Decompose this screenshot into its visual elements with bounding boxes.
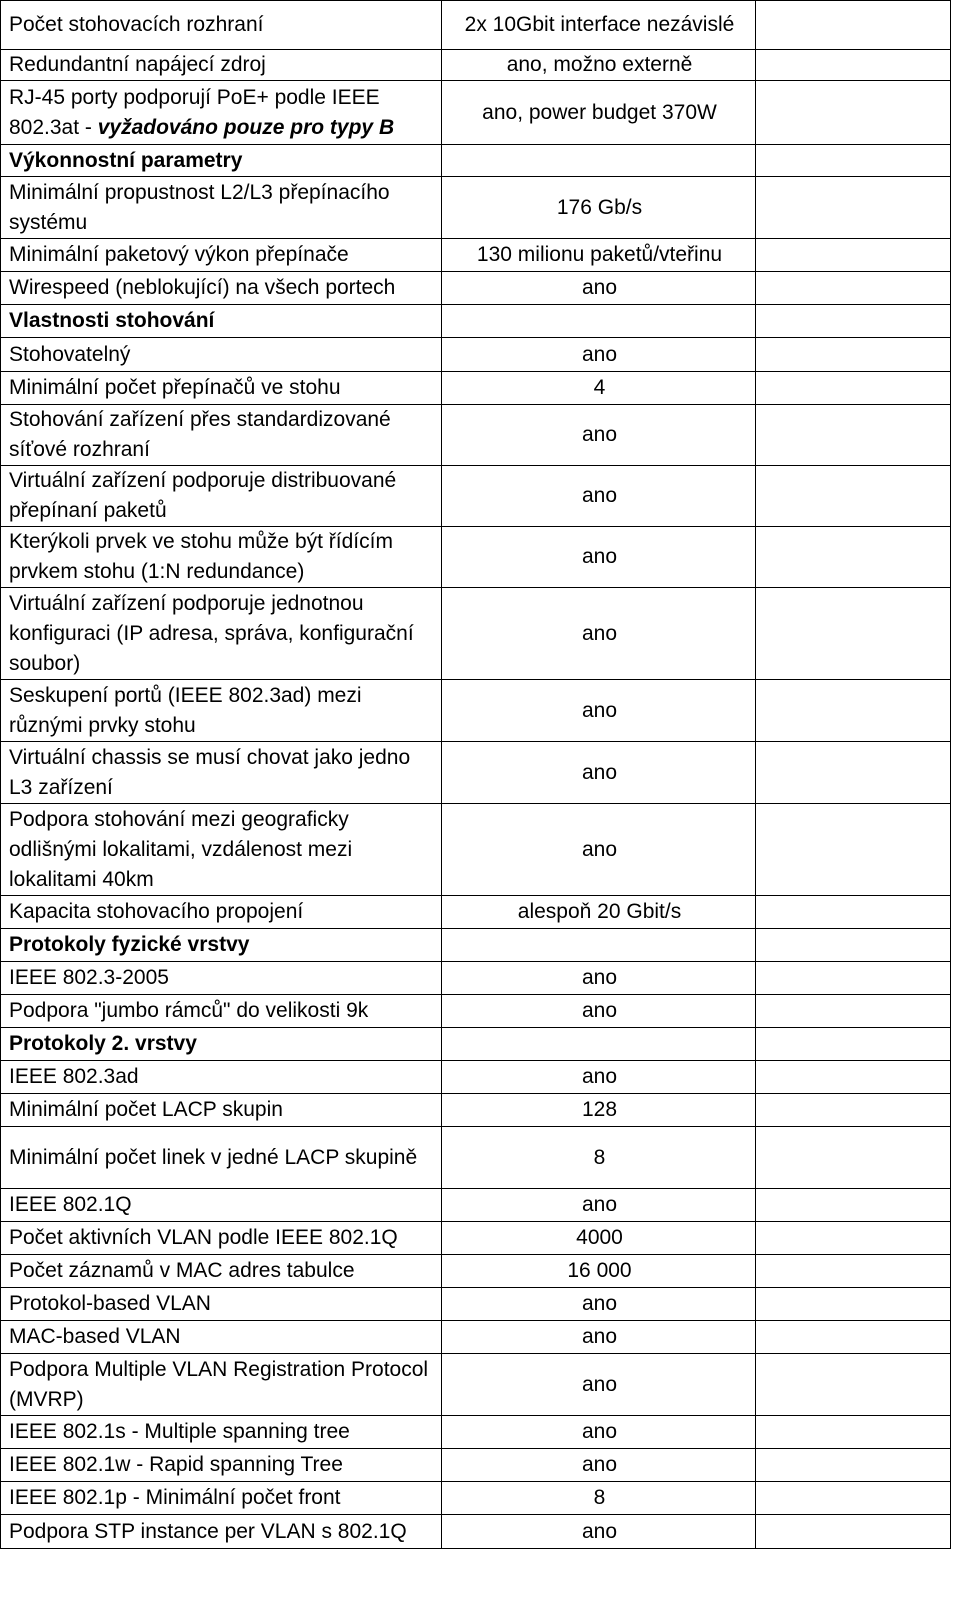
empty-cell <box>756 1255 951 1288</box>
parameter-label: MAC-based VLAN <box>9 1325 181 1348</box>
value-cell <box>442 272 756 305</box>
parameter-label: Podpora STP instance per VLAN s 802.1Q <box>9 1519 407 1543</box>
table-row <box>1 177 951 239</box>
table-row <box>1 1 951 50</box>
section-title <box>1 1028 442 1061</box>
value-label: 4 <box>593 376 606 399</box>
empty-cell <box>756 588 951 680</box>
value-label: 176 Gb/s <box>556 195 643 219</box>
table-row <box>1 962 951 995</box>
parameter-label: Podpora "jumbo rámců" do velikosti 9k <box>9 999 369 1022</box>
parameter-label: Podpora stohování mezi geograficky odlišnými lokalitami, vzdálenost mezi lokalitami 40km <box>9 807 353 891</box>
value-cell <box>442 1354 756 1416</box>
empty-cell <box>756 466 951 527</box>
parameter-cell <box>1 896 442 929</box>
parameter-cell <box>1 1416 442 1449</box>
value-cell <box>442 1028 756 1061</box>
parameter-cell <box>1 1222 442 1255</box>
empty-cell <box>756 742 951 804</box>
table-row <box>1 1127 951 1189</box>
value-cell <box>442 466 756 527</box>
parameter-cell <box>1 1094 442 1127</box>
value-cell <box>442 804 756 896</box>
parameter-label: Minimální počet linek v jedné LACP skupině <box>9 1145 418 1169</box>
table-row <box>1 239 951 272</box>
parameter-cell <box>1 1061 442 1094</box>
parameter-label: Redundantní napájecí zdroj <box>9 53 266 76</box>
value-label: ano <box>581 484 618 507</box>
value-label: ano <box>581 698 618 722</box>
parameter-label: Stohování zařízení přes standardizované síťové rozhraní <box>9 408 391 461</box>
empty-cell <box>756 1449 951 1482</box>
empty-cell <box>756 995 951 1028</box>
value-cell <box>442 1061 756 1094</box>
table-row <box>1 1061 951 1094</box>
parameter-cell <box>1 680 442 742</box>
table-row <box>1 372 951 405</box>
empty-cell <box>756 81 951 145</box>
parameter-label: Kterýkoli prvek ve stohu může být řídícím prvkem stohu (1:N redundance) <box>9 530 393 583</box>
empty-cell <box>756 1094 951 1127</box>
table-row <box>1 1354 951 1416</box>
value-label: alespoň 20 Gbit/s <box>517 900 682 923</box>
parameter-label: Počet aktivních VLAN podle IEEE 802.1Q <box>9 1226 398 1249</box>
parameter-label: Protokoly fyzické vrstvy <box>9 933 250 956</box>
table-row <box>1 1515 951 1549</box>
value-label: 8 <box>593 1486 606 1509</box>
parameter-cell <box>1 1127 442 1189</box>
table-row <box>1 338 951 372</box>
empty-cell <box>756 239 951 272</box>
value-label: ano, možno externě <box>506 53 693 76</box>
value-label: ano <box>581 1325 618 1348</box>
value-cell <box>442 1255 756 1288</box>
parameter-label: Protokol-based VLAN <box>9 1292 211 1315</box>
value-cell <box>442 742 756 804</box>
value-label: ano <box>581 342 618 366</box>
parameter-cell <box>1 1 442 50</box>
parameter-cell <box>1 527 442 588</box>
empty-cell <box>756 177 951 239</box>
value-label: ano <box>581 1193 618 1216</box>
parameter-cell <box>1 1255 442 1288</box>
table-row <box>1 527 951 588</box>
value-cell <box>442 929 756 962</box>
empty-cell <box>756 680 951 742</box>
empty-cell <box>756 1354 951 1416</box>
table-row <box>1 1288 951 1321</box>
empty-cell <box>756 305 951 338</box>
empty-cell <box>756 272 951 305</box>
value-cell <box>442 305 756 338</box>
value-cell <box>442 527 756 588</box>
value-cell <box>442 588 756 680</box>
parameter-label: Výkonnostní parametry <box>9 148 243 172</box>
parameter-label: IEEE 802.3-2005 <box>9 966 169 989</box>
parameter-cell <box>1 1482 442 1515</box>
table-row <box>1 896 951 929</box>
empty-cell <box>756 145 951 177</box>
value-cell <box>442 1222 756 1255</box>
value-cell <box>442 177 756 239</box>
section-title <box>1 145 442 177</box>
parameter-cell <box>1 1321 442 1354</box>
section-header-row <box>1 929 951 962</box>
value-label: ano, power budget 370W <box>482 100 717 124</box>
parameter-label: IEEE 802.3ad <box>9 1065 139 1088</box>
parameter-label: Počet záznamů v MAC adres tabulce <box>9 1259 355 1282</box>
value-label: ano <box>581 1292 618 1315</box>
empty-cell <box>756 1061 951 1094</box>
parameter-cell <box>1 338 442 372</box>
parameter-cell <box>1 1515 442 1549</box>
parameter-label: IEEE 802.1Q <box>9 1193 132 1216</box>
value-cell <box>442 239 756 272</box>
parameter-label: Kapacita stohovacího propojení <box>9 900 304 923</box>
value-label: ano <box>581 1453 618 1476</box>
empty-cell <box>756 929 951 962</box>
empty-cell <box>756 1 951 50</box>
empty-cell <box>756 1222 951 1255</box>
table-row <box>1 466 951 527</box>
parameter-label: Virtuální chassis se musí chovat jako jedno L3 zařízení <box>9 745 411 799</box>
value-cell <box>442 405 756 466</box>
value-cell <box>442 1515 756 1549</box>
value-cell <box>442 81 756 145</box>
value-label: ano <box>581 621 618 645</box>
value-label: ano <box>581 999 618 1022</box>
parameter-cell <box>1 1449 442 1482</box>
table-row <box>1 804 951 896</box>
table-row <box>1 1189 951 1222</box>
table-row <box>1 1255 951 1288</box>
value-cell <box>442 372 756 405</box>
value-cell <box>442 1321 756 1354</box>
parameter-label: Seskupení portů (IEEE 802.3ad) mezi různými prvky stohu <box>9 683 362 737</box>
parameter-cell <box>1 81 442 145</box>
parameter-label: IEEE 802.1w - Rapid spanning Tree <box>9 1453 343 1476</box>
value-label: ano <box>581 1519 618 1543</box>
value-label: ano <box>581 545 618 568</box>
empty-cell <box>756 1515 951 1549</box>
spec-table-body <box>1 1 951 1549</box>
parameter-label: Virtuální zařízení podporuje distribuované přepínaní paketů <box>9 469 397 522</box>
value-label: 16 000 <box>567 1259 632 1282</box>
parameter-label: Wirespeed (neblokující) na všech portech <box>9 276 396 299</box>
empty-cell <box>756 1321 951 1354</box>
value-label: ano <box>581 760 618 784</box>
parameter-cell <box>1 962 442 995</box>
value-cell <box>442 1449 756 1482</box>
parameter-cell <box>1 372 442 405</box>
table-row <box>1 680 951 742</box>
parameter-cell <box>1 588 442 680</box>
parameter-label: Minimální počet přepínačů ve stohu <box>9 376 341 399</box>
table-row <box>1 995 951 1028</box>
parameter-label: Minimální paketový výkon přepínače <box>9 243 349 266</box>
parameter-cell <box>1 466 442 527</box>
table-row <box>1 1482 951 1515</box>
section-title <box>1 929 442 962</box>
parameter-label: Virtuální zařízení podporuje jednotnou konfiguraci (IP adresa, správa, konfigurační soubor) <box>9 591 414 675</box>
value-cell <box>442 338 756 372</box>
parameter-cell <box>1 272 442 305</box>
section-header-row <box>1 1028 951 1061</box>
parameter-label: Minimální počet LACP skupin <box>9 1098 283 1121</box>
parameter-label: IEEE 802.1p - Minimální počet front <box>9 1486 341 1509</box>
empty-cell <box>756 1028 951 1061</box>
value-label: ano <box>581 276 618 299</box>
parameter-label: Minimální propustnost L2/L3 přepínacího systému <box>9 180 390 234</box>
section-title <box>1 305 442 338</box>
value-cell <box>442 896 756 929</box>
value-label: 128 <box>581 1098 618 1121</box>
table-row <box>1 272 951 305</box>
table-row <box>1 1416 951 1449</box>
value-label: 8 <box>593 1145 606 1169</box>
value-cell <box>442 50 756 81</box>
parameter-cell <box>1 405 442 466</box>
value-cell <box>442 1094 756 1127</box>
table-row <box>1 1094 951 1127</box>
value-cell <box>442 1482 756 1515</box>
value-label: ano <box>581 966 618 989</box>
value-cell <box>442 1 756 50</box>
value-label: ano <box>581 837 618 861</box>
value-cell <box>442 1189 756 1222</box>
table-row <box>1 81 951 145</box>
table-row <box>1 405 951 466</box>
table-row <box>1 588 951 680</box>
parameter-label: Podpora Multiple VLAN Registration Protocol (MVRP) <box>9 1357 429 1411</box>
section-header-row <box>1 145 951 177</box>
parameter-label: Vlastnosti stohování <box>9 309 215 332</box>
parameter-label: Počet stohovacích rozhraní <box>9 13 264 36</box>
table-row <box>1 742 951 804</box>
value-label: ano <box>581 1065 618 1088</box>
empty-cell <box>756 338 951 372</box>
empty-cell <box>756 50 951 81</box>
parameter-cell <box>1 995 442 1028</box>
value-label: ano <box>581 1420 618 1443</box>
empty-cell <box>756 1288 951 1321</box>
table-row <box>1 1449 951 1482</box>
value-label: 130 milionu paketů/vteřinu <box>476 243 723 266</box>
value-cell <box>442 962 756 995</box>
empty-cell <box>756 1189 951 1222</box>
value-cell <box>442 995 756 1028</box>
parameter-note: vyžadováno pouze pro typy B <box>97 115 395 139</box>
empty-cell <box>756 804 951 896</box>
empty-cell <box>756 1482 951 1515</box>
table-row <box>1 50 951 81</box>
empty-cell <box>756 1416 951 1449</box>
value-cell <box>442 1288 756 1321</box>
parameter-cell <box>1 50 442 81</box>
section-header-row <box>1 305 951 338</box>
empty-cell <box>756 896 951 929</box>
value-cell <box>442 1127 756 1189</box>
parameter-label: RJ-45 porty podporují PoE+ podle IEEE 802.3at - <box>9 85 380 139</box>
parameter-label: Protokoly 2. vrstvy <box>9 1032 197 1055</box>
empty-cell <box>756 962 951 995</box>
value-label: 2x 10Gbit interface nezávislé <box>464 13 735 36</box>
parameter-cell <box>1 742 442 804</box>
table-row <box>1 1321 951 1354</box>
empty-cell <box>756 372 951 405</box>
empty-cell <box>756 1127 951 1189</box>
empty-cell <box>756 527 951 588</box>
value-cell <box>442 145 756 177</box>
parameter-cell <box>1 1189 442 1222</box>
parameter-cell <box>1 1288 442 1321</box>
parameter-cell <box>1 804 442 896</box>
value-cell <box>442 1416 756 1449</box>
parameter-cell <box>1 1354 442 1416</box>
parameter-cell <box>1 239 442 272</box>
parameter-cell <box>1 177 442 239</box>
value-label: ano <box>581 423 618 446</box>
table-row <box>1 1222 951 1255</box>
value-label: ano <box>581 1372 618 1396</box>
parameter-label: IEEE 802.1s - Multiple spanning tree <box>9 1420 350 1443</box>
parameter-label: Stohovatelný <box>9 342 131 366</box>
value-cell <box>442 680 756 742</box>
empty-cell <box>756 405 951 466</box>
value-label: 4000 <box>576 1226 623 1249</box>
